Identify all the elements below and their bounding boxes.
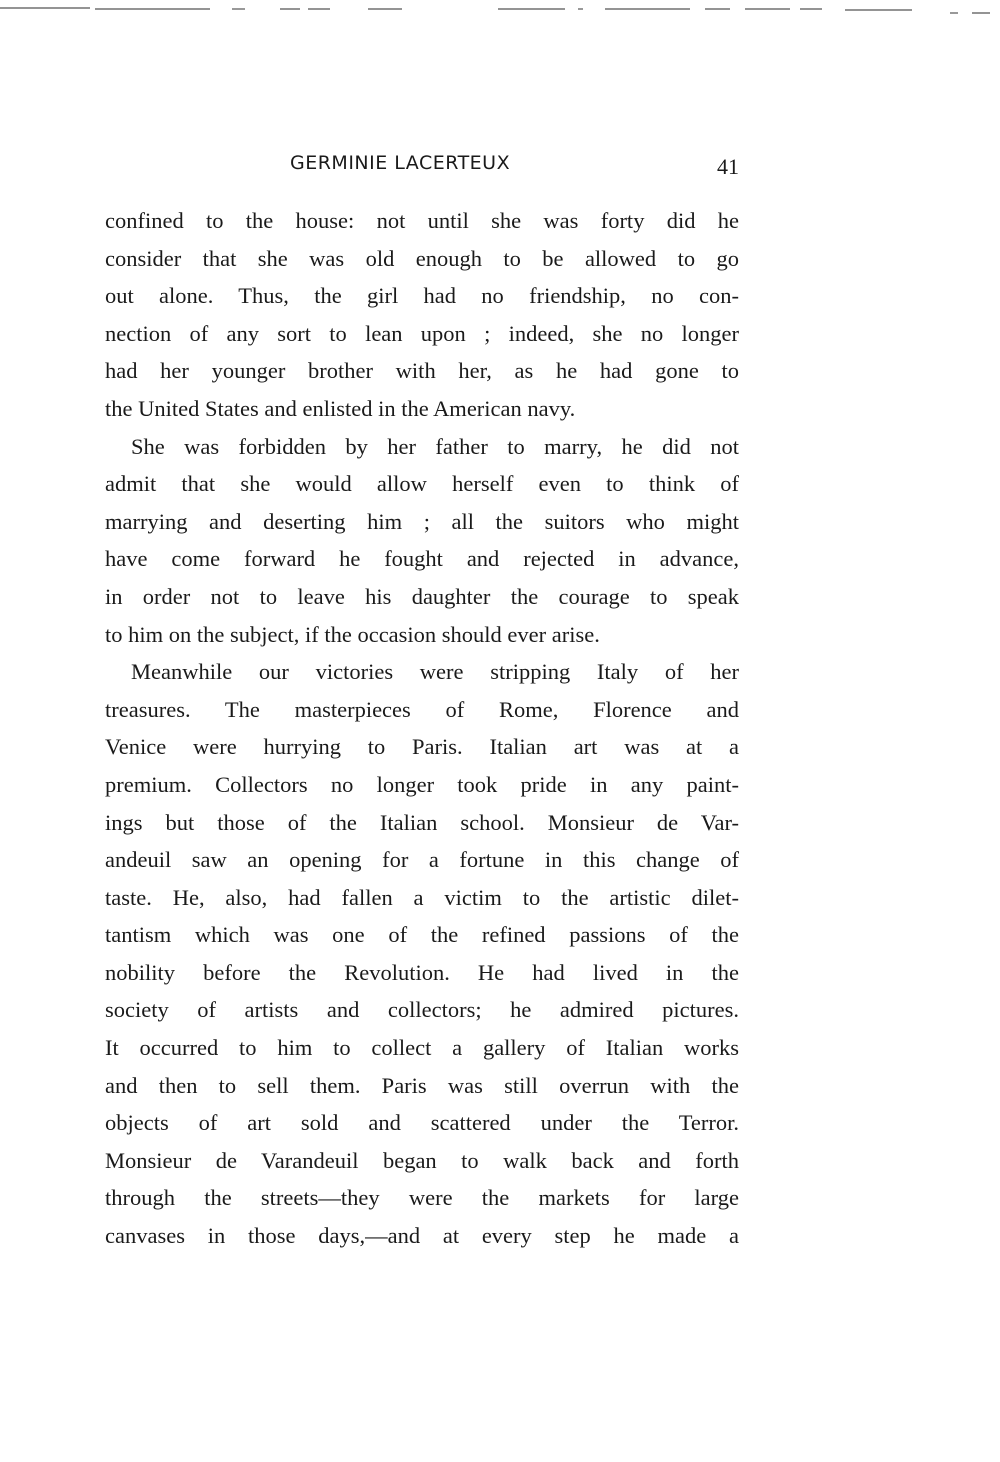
text-line: admit that she would allow herself even to think of <box>105 471 739 497</box>
running-head <box>105 152 739 182</box>
text-line: ings but those of the Italian school. Monsieur de Var- <box>105 809 739 835</box>
text-line: and then to sell them. Paris was still overrun with the <box>105 1072 739 1098</box>
text-line: Meanwhile our victories were stripping Italy of her <box>131 659 739 685</box>
text-line: society of artists and collectors; he admired pictures. <box>105 997 739 1023</box>
text-line: Monsieur de Varandeuil began to walk back and forth <box>105 1147 739 1173</box>
body-text <box>105 202 739 1255</box>
text-line: nobility before the Revolution. He had lived in the <box>105 959 739 985</box>
text-line: to him on the subject, if the occasion should ever arise. <box>105 621 600 647</box>
text-line: She was forbidden by her father to marry, he did not <box>131 433 739 459</box>
text-line: consider that she was old enough to be allowed to go <box>105 245 739 271</box>
text-line: have come forward he fought and rejected in advance, <box>105 546 739 572</box>
text-line: confined to the house: not until she was forty did he <box>105 208 739 233</box>
text-line: andeuil saw an opening for a fortune in this change of <box>105 847 739 873</box>
text-line: premium. Collectors no longer took pride in any paint- <box>105 771 739 797</box>
scan-top-edge-marks <box>0 0 1000 24</box>
paragraph-3 <box>105 653 739 1255</box>
text-line: the United States and enlisted in the American navy. <box>105 395 576 421</box>
text-line: tantism which was one of the refined passions of the <box>105 922 739 948</box>
paragraph-1 <box>105 202 739 428</box>
paragraph-2 <box>105 428 739 654</box>
page-number: 41 <box>717 154 739 179</box>
text-line: Venice were hurrying to Paris. Italian art was at a <box>105 734 739 760</box>
text-line: had her younger brother with her, as he had gone to <box>105 358 739 384</box>
text-line: marrying and deserting him ; all the suitors who might <box>105 508 739 534</box>
text-line: through the streets—they were the markets for large <box>105 1185 739 1211</box>
text-line: It occurred to him to collect a gallery of Italian works <box>105 1035 739 1061</box>
text-line: objects of art sold and scattered under the Terror. <box>105 1110 739 1136</box>
text-line: taste. He, also, had fallen a victim to the artistic dilet- <box>105 884 739 910</box>
running-title: GERMINIE LACERTEUX <box>290 152 511 174</box>
text-line: in order not to leave his daughter the courage to speak <box>105 583 739 609</box>
text-line: treasures. The masterpieces of Rome, Florence and <box>105 696 739 722</box>
text-line: out alone. Thus, the girl had no friendship, no con- <box>105 283 739 309</box>
text-line: nection of any sort to lean upon ; indeed, she no longer <box>105 320 739 346</box>
text-line: canvases in those days,—and at every step he made a <box>105 1223 739 1249</box>
